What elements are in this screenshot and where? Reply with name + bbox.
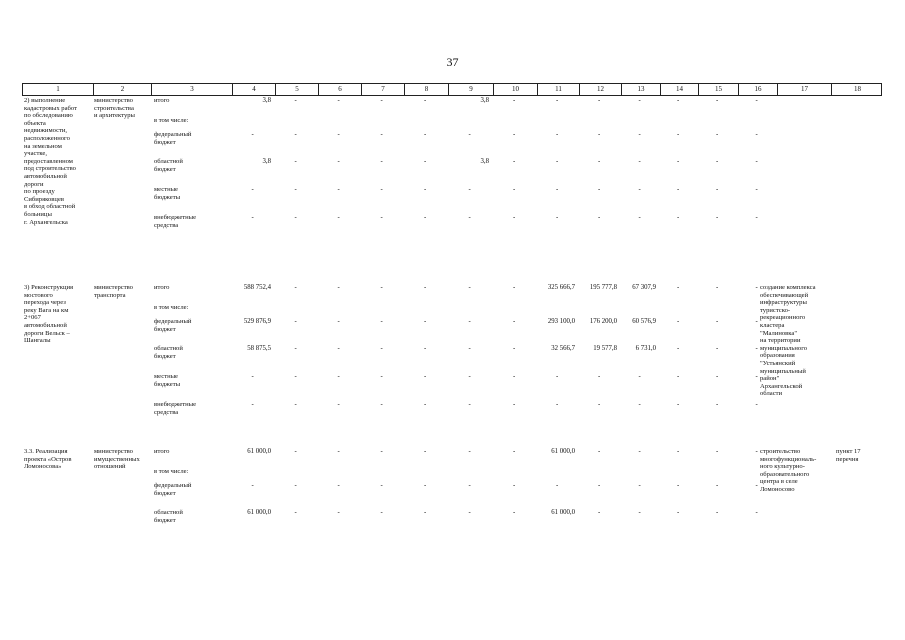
row-result: создание комплекса обеспечивающей инфраструктуры туристско- рекреационного кластера "Малиновка" на территории муниципального образования "Устьянский муниципальный район" Архангельской области [760, 284, 816, 398]
row-reference: пункт 17 перечня [836, 448, 861, 463]
empty-value: - [424, 373, 427, 380]
funding-source-label: итого [154, 97, 170, 104]
empty-value: - [380, 158, 383, 165]
empty-value: - [513, 448, 516, 455]
empty-value: - [598, 158, 601, 165]
header-col-17: 17 [777, 84, 831, 95]
empty-value: - [755, 482, 758, 489]
empty-value: - [677, 97, 680, 104]
funding-source-label: внебюджетные средства [154, 401, 197, 416]
empty-value: - [755, 158, 758, 165]
empty-value: - [513, 509, 516, 516]
header-col-8: 8 [404, 84, 448, 95]
empty-value: - [337, 318, 340, 325]
empty-value: - [598, 97, 601, 104]
empty-value: - [380, 131, 383, 138]
funding-value: 67 307,9 [632, 284, 656, 291]
empty-value: - [513, 284, 516, 291]
empty-value: - [424, 186, 427, 193]
empty-value: - [468, 131, 471, 138]
empty-value: - [677, 158, 680, 165]
header-col-3: 3 [151, 84, 232, 95]
funding-value: 6 731,0 [635, 345, 656, 352]
funding-value: 176 200,0 [589, 318, 617, 325]
empty-value: - [468, 373, 471, 380]
empty-value: - [294, 284, 297, 291]
empty-value: - [755, 214, 758, 221]
funding-source-label: федеральный бюджет [154, 318, 192, 333]
empty-value: - [677, 284, 680, 291]
table-header [22, 83, 882, 96]
empty-value: - [556, 158, 559, 165]
funding-value: 61 000,0 [247, 448, 271, 455]
empty-value: - [556, 214, 559, 221]
funding-source-label: областной бюджет [154, 345, 183, 360]
empty-value: - [513, 373, 516, 380]
funding-source-label: в том числе: [154, 468, 189, 475]
empty-value: - [468, 318, 471, 325]
empty-value: - [638, 482, 641, 489]
empty-value: - [251, 401, 254, 408]
empty-value: - [380, 401, 383, 408]
empty-value: - [755, 131, 758, 138]
empty-value: - [677, 482, 680, 489]
empty-value: - [337, 448, 340, 455]
empty-value: - [337, 97, 340, 104]
header-col-6: 6 [318, 84, 361, 95]
empty-value: - [424, 448, 427, 455]
funding-value: 61 000,0 [551, 509, 575, 516]
empty-value: - [716, 509, 719, 516]
page-number: 37 [446, 55, 459, 69]
empty-value: - [468, 214, 471, 221]
header-col-16: 16 [738, 84, 777, 95]
empty-value: - [716, 318, 719, 325]
empty-value: - [380, 284, 383, 291]
empty-value: - [716, 373, 719, 380]
header-col-4: 4 [232, 84, 275, 95]
empty-value: - [424, 97, 427, 104]
empty-value: - [513, 482, 516, 489]
funding-value: 32 566,7 [551, 345, 575, 352]
empty-value: - [677, 214, 680, 221]
empty-value: - [716, 158, 719, 165]
funding-value: 58 875,5 [247, 345, 271, 352]
empty-value: - [294, 318, 297, 325]
empty-value: - [294, 345, 297, 352]
header-col-14: 14 [660, 84, 698, 95]
header-col-11: 11 [537, 84, 579, 95]
empty-value: - [677, 401, 680, 408]
empty-value: - [380, 373, 383, 380]
funding-source-label: итого [154, 448, 170, 455]
empty-value: - [755, 318, 758, 325]
header-col-18: 18 [831, 84, 883, 95]
header-col-13: 13 [621, 84, 660, 95]
empty-value: - [337, 482, 340, 489]
empty-value: - [638, 509, 641, 516]
empty-value: - [424, 318, 427, 325]
empty-value: - [677, 345, 680, 352]
empty-value: - [380, 448, 383, 455]
empty-value: - [716, 482, 719, 489]
empty-value: - [513, 318, 516, 325]
row-executor: министерство имущественных отношений [94, 448, 140, 471]
empty-value: - [294, 158, 297, 165]
empty-value: - [716, 97, 719, 104]
empty-value: - [513, 214, 516, 221]
empty-value: - [598, 186, 601, 193]
row-description: 3) Реконструкция мостового перехода через реку Вага на км 2+067 автомобильной дороги Вельск – Шангалы [24, 284, 74, 345]
empty-value: - [513, 401, 516, 408]
empty-value: - [468, 284, 471, 291]
header-col-10: 10 [493, 84, 537, 95]
empty-value: - [337, 373, 340, 380]
empty-value: - [468, 509, 471, 516]
funding-source-label: внебюджетные средства [154, 214, 197, 229]
empty-value: - [513, 158, 516, 165]
empty-value: - [716, 131, 719, 138]
empty-value: - [755, 401, 758, 408]
empty-value: - [337, 186, 340, 193]
empty-value: - [513, 186, 516, 193]
funding-source-label: федеральный бюджет [154, 131, 192, 146]
empty-value: - [251, 131, 254, 138]
empty-value: - [337, 509, 340, 516]
empty-value: - [380, 186, 383, 193]
empty-value: - [677, 373, 680, 380]
funding-source-label: областной бюджет [154, 158, 183, 173]
empty-value: - [755, 448, 758, 455]
empty-value: - [294, 131, 297, 138]
empty-value: - [755, 284, 758, 291]
empty-value: - [677, 186, 680, 193]
header-col-5: 5 [275, 84, 318, 95]
empty-value: - [424, 401, 427, 408]
empty-value: - [716, 401, 719, 408]
empty-value: - [337, 131, 340, 138]
empty-value: - [556, 401, 559, 408]
empty-value: - [556, 97, 559, 104]
empty-value: - [251, 186, 254, 193]
funding-value: 3,8 [480, 158, 489, 165]
funding-value: 293 100,0 [547, 318, 575, 325]
empty-value: - [598, 509, 601, 516]
header-col-15: 15 [698, 84, 738, 95]
funding-source-label: итого [154, 284, 170, 291]
row-executor: министерство строительства и архитектуры [94, 97, 135, 120]
funding-source-label: областной бюджет [154, 509, 183, 524]
funding-value: 61 000,0 [551, 448, 575, 455]
funding-value: 588 752,4 [243, 284, 271, 291]
empty-value: - [638, 448, 641, 455]
empty-value: - [598, 373, 601, 380]
funding-value: 3,8 [480, 97, 489, 104]
empty-value: - [251, 214, 254, 221]
empty-value: - [468, 345, 471, 352]
funding-source-label: местные бюджеты [154, 186, 181, 201]
header-col-12: 12 [579, 84, 621, 95]
empty-value: - [598, 131, 601, 138]
row-executor: министерство транспорта [94, 284, 133, 299]
empty-value: - [294, 509, 297, 516]
empty-value: - [755, 345, 758, 352]
empty-value: - [716, 186, 719, 193]
funding-value: 195 777,8 [589, 284, 617, 291]
funding-value: 19 577,8 [593, 345, 617, 352]
empty-value: - [598, 448, 601, 455]
empty-value: - [294, 186, 297, 193]
empty-value: - [380, 97, 383, 104]
empty-value: - [294, 97, 297, 104]
funding-source-label: в том числе: [154, 117, 189, 124]
empty-value: - [337, 284, 340, 291]
empty-value: - [380, 482, 383, 489]
empty-value: - [294, 373, 297, 380]
empty-value: - [424, 284, 427, 291]
empty-value: - [556, 373, 559, 380]
empty-value: - [380, 318, 383, 325]
empty-value: - [337, 158, 340, 165]
header-col-1: 1 [56, 85, 60, 93]
empty-value: - [513, 97, 516, 104]
empty-value: - [380, 214, 383, 221]
empty-value: - [755, 373, 758, 380]
empty-value: - [638, 131, 641, 138]
empty-value: - [716, 448, 719, 455]
empty-value: - [638, 97, 641, 104]
funding-value: 3,8 [262, 97, 271, 104]
funding-value: 61 000,0 [247, 509, 271, 516]
empty-value: - [424, 158, 427, 165]
empty-value: - [468, 448, 471, 455]
empty-value: - [677, 509, 680, 516]
empty-value: - [513, 131, 516, 138]
empty-value: - [424, 482, 427, 489]
funding-value: 3,8 [262, 158, 271, 165]
empty-value: - [598, 482, 601, 489]
empty-value: - [556, 131, 559, 138]
empty-value: - [294, 214, 297, 221]
empty-value: - [468, 482, 471, 489]
funding-source-label: федеральный бюджет [154, 482, 192, 497]
row-description: 3.3. Реализация проекта «Остров Ломоносова» [24, 448, 72, 471]
empty-value: - [251, 373, 254, 380]
empty-value: - [294, 448, 297, 455]
empty-value: - [677, 318, 680, 325]
empty-value: - [638, 373, 641, 380]
empty-value: - [638, 214, 641, 221]
empty-value: - [755, 509, 758, 516]
empty-value: - [468, 186, 471, 193]
header-col-7: 7 [361, 84, 404, 95]
empty-value: - [638, 186, 641, 193]
empty-value: - [294, 401, 297, 408]
empty-value: - [380, 509, 383, 516]
row-result: строительство многофункциональ- ного культурно- образовательного центра в селе Ломоносово [760, 448, 817, 493]
empty-value: - [716, 214, 719, 221]
empty-value: - [251, 482, 254, 489]
empty-value: - [716, 284, 719, 291]
header-col-9: 9 [448, 84, 493, 95]
empty-value: - [424, 214, 427, 221]
row-description: 2) выполнение кадастровых работ по обследованию объекта недвижимости, расположенного на земельном участке, предоставленном под строительство автомобильной дороги по проезду Сибиряковцев в обход областной больницы г. Архангельска [24, 97, 77, 226]
empty-value: - [337, 345, 340, 352]
empty-value: - [556, 186, 559, 193]
empty-value: - [755, 97, 758, 104]
empty-value: - [677, 448, 680, 455]
empty-value: - [424, 345, 427, 352]
empty-value: - [424, 509, 427, 516]
empty-value: - [677, 131, 680, 138]
funding-value: 325 666,7 [547, 284, 575, 291]
empty-value: - [337, 401, 340, 408]
funding-value: 60 576,9 [632, 318, 656, 325]
empty-value: - [380, 345, 383, 352]
empty-value: - [598, 401, 601, 408]
empty-value: - [294, 482, 297, 489]
empty-value: - [638, 158, 641, 165]
funding-source-label: местные бюджеты [154, 373, 181, 388]
empty-value: - [598, 214, 601, 221]
empty-value: - [556, 482, 559, 489]
empty-value: - [424, 131, 427, 138]
funding-source-label: в том числе: [154, 304, 189, 311]
funding-value: 529 876,9 [243, 318, 271, 325]
empty-value: - [513, 345, 516, 352]
empty-value: - [755, 186, 758, 193]
empty-value: - [468, 401, 471, 408]
empty-value: - [716, 345, 719, 352]
empty-value: - [638, 401, 641, 408]
empty-value: - [337, 214, 340, 221]
header-col-2: 2 [93, 84, 151, 95]
